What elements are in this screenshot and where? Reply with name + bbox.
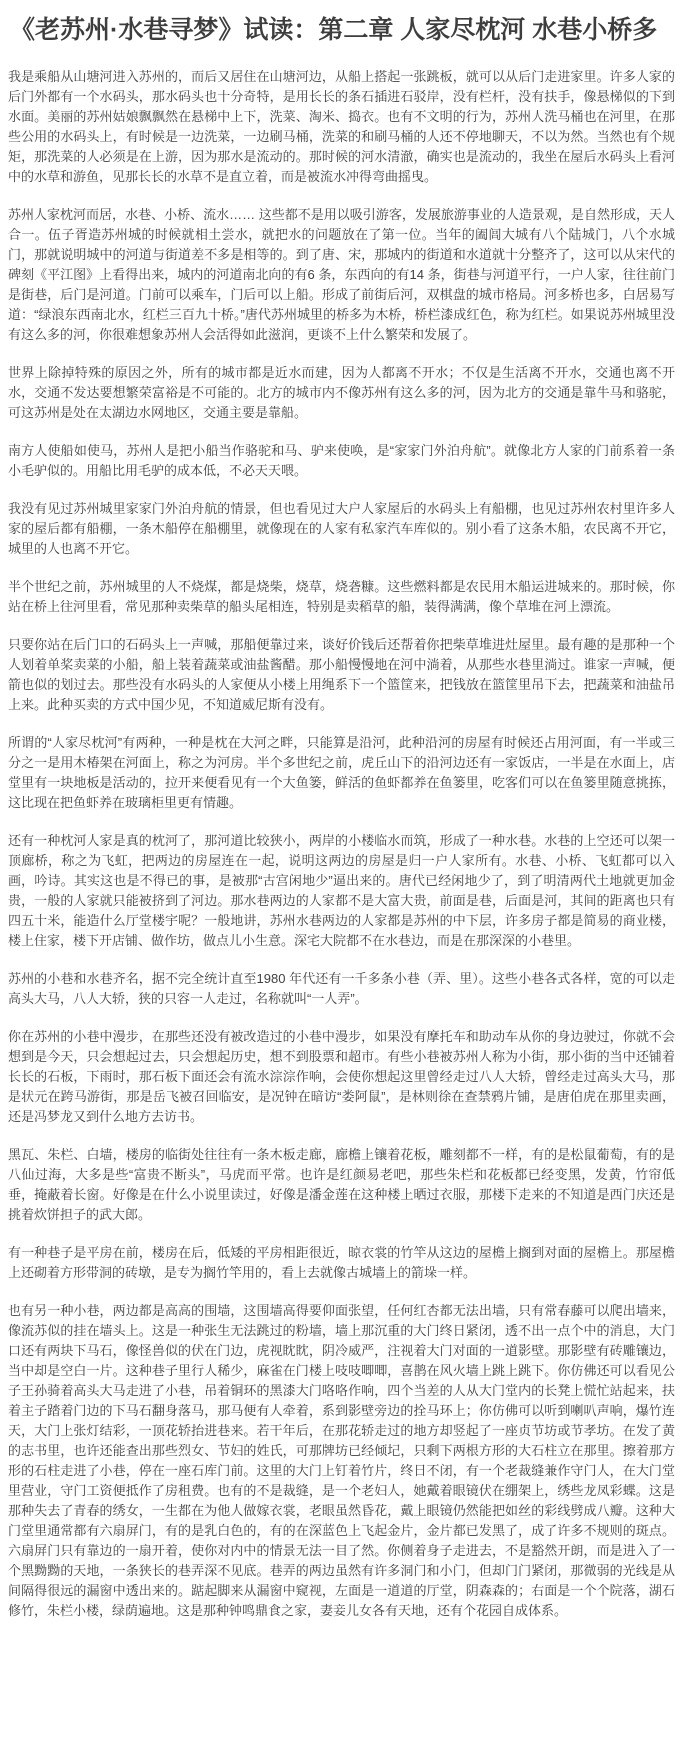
paragraph: 也有另一种小巷，两边都是高高的围墙，这围墙高得要仰面张望，任何红杏都无法出墙，只有常春藤可以爬出墙来，像流苏似的挂在墙头上。这是一种张生无法跳过的粉墙，墙上那沉重的大门终日紧闭，透不出一点个中的消息，大门口还有两块下马石，像怪兽似的伏在门边，虎视眈眈，阴冷威严，注视着大门对面的一道影壁。那影壁有砖雕镶边，当中却是空白一片。这种巷子里行人稀少，麻雀在门楼上吱吱唧唧，喜鹊在风火墙上跳上跳下。你仿佛还可以看见公子王孙骑着高头大马走进了小巷，吊着铜环的黑漆大门咯咯作响，四个当差的人从大门堂内的长凳上慌忙站起来，扶着主子踏着门边的下马石翻身落马，那马便有人牵着，系到影壁旁边的拴马环上；你仿佛可以听到喇叭声响，爆竹连天，大门上张灯结彩，一顶花轿抬进巷来。若干年后，在那花轿走过的地方却竖起了一座贞节坊或节孝坊。在发了黄的志书里，也许还能查出那些烈女、节妇的姓氏，可那牌坊已经倾圮，只剩下两根方形的大石柱立在那里。擦着那方形的石柱走进了小巷，停在一座石库门前。这里的大门上钉着竹片，终日不闭，有一个老裁缝兼作守门人，在大门堂里营业，守门工资便抵作了房租费。也有的不是裁缝，是一个老妇人，她戴着眼镜伏在绷架上，绣些龙凤彩蝶。这是那种失去了青春的绣女，一生都在为他人做嫁衣裳，老眼虽然昏花，戴上眼镜仍然能把如丝的彩线劈成八瓣。这种大门堂里通常都有六扇屏门，有的是乳白色的，有的在深蓝色上飞起金片，金片都已发黑了，成了许多不规则的斑点。六扇屏门只有靠边的一扇开着，使你对内中的情景无法一目了然。你侧着身子走进去，不是豁然开朗，而是进入了一个黑黝黝的天地，一条狭长的巷弄深不见底。巷弄的两边虽然有许多洞门和小门，但却门门紧闭，那微弱的光线是从间隔得很远的漏窗中透出来的。踮起脚来从漏窗中窥视，左面是一道道的厅堂，阴森森的；右面是一个个院落，湖石修竹，朱栏小楼，绿荫遍地。这是那种钟鸣鼎食之家，妻妾儿女各有天地，还有个花园自成体系。 [8,1302,675,1618]
article-body [8,67,675,1621]
paragraph: 你在苏州的小巷中漫步，在那些还没有被改造过的小巷中漫步，如果没有摩托车和助动车从你的身边驶过，你就不会想到是今天，只会想起过去，只会想起历史，想不到股票和超市。有些小巷被苏州人称为小街，那小街的当中还铺着长长的石板，下雨时，那石板下面还会有流水淙淙作响，会使你想起这里曾经走过八人大轿，曾经走过高头大马，那是状元在跨马游街，那是岳飞被召回临安，是况钟在暗访“娄阿鼠”，是林则徐在查禁鸦片铺，是唐伯虎在那里卖画，还是冯梦龙又到什么地方去访书。 [8,1028,675,1124]
paragraph: 南方人使船如使马，苏州人是把小船当作骆驼和马、驴来使唤，是“家家门外泊舟航”。就像北方人家的门前系着一条小毛驴似的。用船比用毛驴的成本低，不必天天喂。 [8,442,675,478]
paragraph: 我没有见过苏州城里家家门外泊舟航的情景，但也看见过大户人家屋后的水码头上有船棚，也见过苏州农村里许多人家的屋后都有船棚，一条木船停在船棚里，就像现在的人家有私家汽车库似的。别小看了这条木船，农民离不开它，城里的人也离不开它。 [8,500,675,556]
article-page [0,14,683,1669]
paragraph: 我是乘船从山塘河进入苏州的，而后又居住在山塘河边，从船上搭起一张跳板，就可以从后门走进家里。许多人家的后门外都有一个水码头，那水码头也十分奇特，是用长长的条石插进石驳岸，没有栏杆，没有扶手，像悬梯似的下到水面。美丽的苏州姑娘飘飘然在悬梯中上下，洗菜、淘米、捣衣。也有不文明的行为，苏州人洗马桶也在河里，在那些公用的水码头上，有时候是一边洗菜，一边刷马桶，洗菜的和刷马桶的人还不停地聊天，不以为然。当然也有个规矩，那洗菜的人必须是在上游，因为那水是流动的。那时候的河水清澈，确实也是流动的，我坐在屋后水码头上看河中的水草和游鱼，见那长长的水草不是直立着，而是被流水冲得弯曲摇曳。 [8,68,675,184]
paragraph: 只要你站在后门口的石码头上一声喊，那船便靠过来，谈好价钱后还帮着你把柴草堆进灶屋里。最有趣的是那种一个人划着单桨卖菜的小船，船上装着蔬菜或油盐酱醋。那小船慢慢地在河中淌着，从那些水巷里淌过。谁家一声喊，便箭也似的划过去。那些没有水码头的人家便从小楼上用绳系下一个篮筐来，把钱放在篮筐里吊下去，把蔬菜和油盐吊上来。此种买卖的方式中国少见，不知道威尼斯有没有。 [8,636,675,712]
paragraph: 有一种巷子是平房在前，楼房在后，低矮的平房相距很近，晾衣裳的竹竿从这边的屋檐上搁到对面的屋檐上。那屋檐上还砌着方形带洞的砖墩，是专为搁竹竿用的，看上去就像古城墙上的箭垛一样。 [8,1244,675,1280]
paragraph: 半个世纪之前，苏州城里的人不烧煤，都是烧柴，烧草，烧砻糠。这些燃料都是农民用木船运进城来的。那时候，你站在桥上往河里看，常见那种卖柴草的船头尾相连，特别是卖稻草的船，装得满满，像个草堆在河上漂流。 [8,578,675,614]
paragraph: 还有一种枕河人家是真的枕河了，那河道比较狭小，两岸的小楼临水而筑，形成了一种水巷。水巷的上空还可以架一顶廊桥，称之为飞虹，把两边的房屋连在一起，说明这两边的房屋是归一户人家所有。水巷、小桥、飞虹都可以入画，吟诗。其实这也是不得已的事，是被那“古宫闲地少”逼出来的。唐代已经闲地少了，到了明清两代土地就更加金贵，一般的人家就只能被挤到了河边。那水巷两边的人家都不是大富大贵，前面是巷，后面是河，其间的距离也只有四五十米，能造什么厅堂楼宇呢？一般地讲，苏州水巷两边的人家都是苏州的中下层，许多房子都是简易的商业楼，楼上住家，楼下开店铺、做作坊，做点儿小生意。深宅大院都不在水巷边，而是在那深深的小巷里。 [8,832,675,948]
paragraph: 世界上除掉特殊的原因之外，所有的城市都是近水而建，因为人都离不开水；不仅是生活离不开水，交通也离不开水，交通不发达要想繁荣富裕是不可能的。北方的城市内不像苏州有这么多的河，因为北方的交通是靠牛马和骆驼，可这苏州是处在太湖边水网地区，交通主要是靠船。 [8,364,675,420]
page-title: 《老苏州·水巷寻梦》试读：第二章 人家尽枕河 水巷小桥多 [10,16,658,44]
paragraph: 苏州人家枕河而居，水巷、小桥、流水…… 这些都不是用以吸引游客，发展旅游事业的人造景观，是自然形成，天人合一。伍子胥造苏州城的时候就相土尝水，就把水的问题放在了第一位。当年的阖闾大城有八个陆城门，八个水城门，那就说明城中的河道与街道差不多是相等的。到了唐、宋，那城内的街道和水道就十分整齐了，这可以从宋代的碑刻《平江图》上看得出来，城内的河道南北向的有6 条，东西向的有14 条，街巷与河道平行，一户人家，往往前门是街巷，后门是河道。门前可以乘车，门后可以上船。形成了前街后河，双棋盘的城市格局。河多桥也多，白居易写道：“绿浪东西南北水，红栏三百九十桥。”唐代苏州城里的桥多为木桥，桥栏漆成红色，称为红栏。如果说苏州城里没有这么多的河，你很难想象苏州人会活得如此滋润，更谈不上什么繁荣和发展了。 [8,206,675,342]
paragraph: 苏州的小巷和水巷齐名，据不完全统计直至1980 年代还有一千多条小巷（弄、里）。这些小巷各式各样，宽的可以走高头大马，八人大轿，狭的只容一人走过，名称就叫“一人弄”。 [8,970,675,1006]
paragraph: 黑瓦、朱栏、白墙，楼房的临街处往往有一条木板走廊，廊檐上镶着花板，雕刻都不一样，有的是松鼠葡萄，有的是八仙过海，大多是些“富贵不断头”，马虎而平常。也许是红颜易老吧，那些朱栏和花板都已经变黑，发黄，竹帘低垂，掩蔽着长窗。好像是在什么小说里读过，好像是潘金莲在这种楼上晒过衣服，那楼下走来的不知道是西门庆还是挑着炊饼担子的武大郎。 [8,1146,675,1222]
paragraph: 所谓的“人家尽枕河”有两种，一种是枕在大河之畔，只能算是沿河，此种沿河的房屋有时候还占用河面，有一半或三分之一是用木椿架在河面上，称之为河房。半个多世纪之前，虎丘山下的沿河边还有一家饭店，一半是在水面上，店堂里有一块地板是活动的，拉开来便看见有一个大鱼篓，鲜活的鱼虾都养在鱼篓里，吃客们可以在鱼篓里随意挑拣，这比现在把鱼虾养在玻璃柜里更有情趣。 [8,734,675,810]
